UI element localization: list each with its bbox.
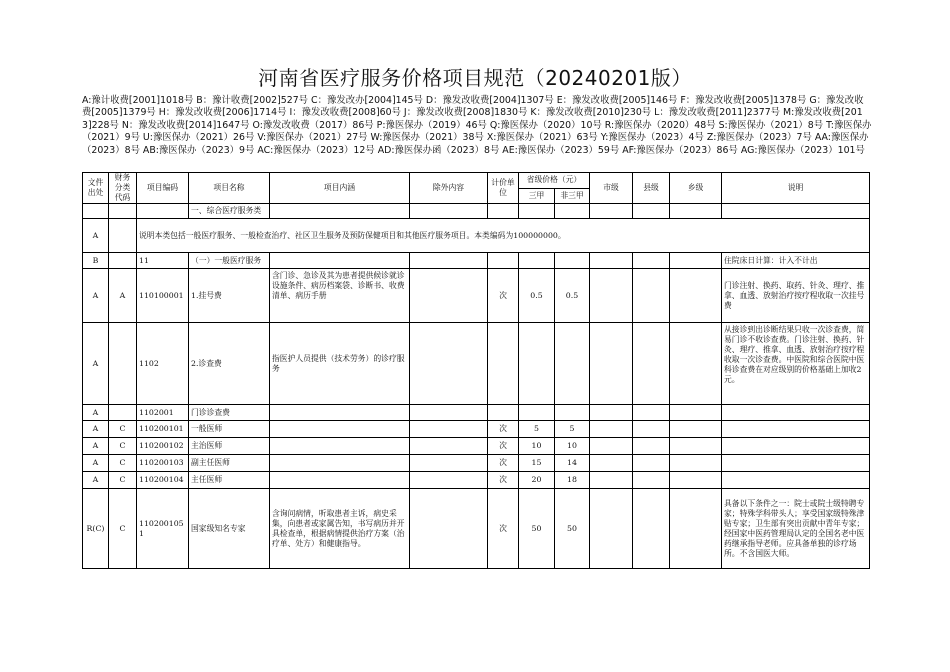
cell-township	[670, 269, 722, 323]
cell-city	[590, 204, 633, 219]
cell-item-code: 11	[137, 253, 189, 269]
cell-notes	[722, 438, 870, 455]
cell-item-name: 主治医师	[189, 438, 270, 455]
header-item-name: 项目名称	[189, 173, 270, 204]
cell-finance-code: A	[109, 269, 137, 323]
cell-category-description: 说明本类包括一般医疗服务、一般检查治疗、社区卫生服务及预防保健项目和其他医疗服务项目。本类编码为100000000。	[137, 219, 870, 253]
cell-content	[270, 438, 410, 455]
cell-price-non3a: 5	[555, 421, 590, 438]
header-non3a: 非三甲	[555, 188, 590, 204]
table-row	[83, 204, 870, 219]
cell-price-3a	[519, 204, 555, 219]
header-notes: 说明	[722, 173, 870, 204]
cell-city	[590, 269, 633, 323]
cell-unit: 次	[488, 438, 519, 455]
cell-source: A	[83, 421, 109, 438]
cell-price-3a: 0.5	[519, 269, 555, 323]
table-row	[83, 219, 870, 253]
cell-county	[633, 455, 670, 472]
cell-township	[670, 472, 722, 489]
cell-price-3a: 50	[519, 489, 555, 569]
cell-content	[270, 472, 410, 489]
cell-price-3a: 20	[519, 472, 555, 489]
cell-price-non3a	[555, 323, 590, 405]
cell-finance-code: C	[109, 421, 137, 438]
cell-city	[590, 472, 633, 489]
table-row	[83, 421, 870, 438]
cell-city	[590, 253, 633, 269]
header-content: 项目内涵	[270, 173, 410, 204]
table-row	[83, 455, 870, 472]
cell-unit: 次	[488, 421, 519, 438]
cell-township	[670, 323, 722, 405]
cell-price-non3a: 14	[555, 455, 590, 472]
cell-price-non3a	[555, 204, 590, 219]
cell-exclusions	[410, 405, 488, 421]
cell-item-name: 2.诊查费	[189, 323, 270, 405]
cell-city	[590, 421, 633, 438]
cell-finance-code: C	[109, 455, 137, 472]
cell-source: A	[83, 405, 109, 421]
cell-finance-code	[109, 204, 137, 219]
cell-source: A	[83, 269, 109, 323]
cell-source: R(C)	[83, 489, 109, 569]
cell-unit: 次	[488, 269, 519, 323]
cell-item-name: 一、综合医疗服务类	[189, 204, 270, 219]
cell-finance-code: C	[109, 489, 137, 569]
header-price-group: 省级价格（元）	[519, 173, 590, 189]
cell-source: A	[83, 323, 109, 405]
table-row	[83, 405, 870, 421]
header-exclusions: 除外内容	[410, 173, 488, 204]
cell-content	[270, 204, 410, 219]
cell-notes	[722, 455, 870, 472]
cell-county	[633, 489, 670, 569]
cell-item-name: 副主任医师	[189, 455, 270, 472]
header-item-code: 项目编码	[137, 173, 189, 204]
cell-item-code: 110200101	[137, 421, 189, 438]
header-finance-code: 财务分类代码	[109, 173, 137, 204]
cell-county	[633, 438, 670, 455]
header-county: 县级	[633, 173, 670, 204]
cell-content: 指医护人员提供（技术劳务）的诊疗服务	[270, 323, 410, 405]
table-row	[83, 269, 870, 323]
cell-unit	[488, 323, 519, 405]
cell-price-3a: 10	[519, 438, 555, 455]
cell-source	[83, 204, 109, 219]
cell-township	[670, 489, 722, 569]
price-table	[82, 172, 870, 569]
page-title: 河南省医疗服务价格项目规范（20240201版）	[258, 66, 692, 90]
cell-price-non3a: 0.5	[555, 269, 590, 323]
cell-content	[270, 405, 410, 421]
cell-unit	[488, 253, 519, 269]
cell-county	[633, 253, 670, 269]
cell-source: A	[83, 472, 109, 489]
cell-unit: 次	[488, 489, 519, 569]
cell-item-code	[137, 204, 189, 219]
header-unit: 计价单位	[488, 173, 519, 204]
cell-county	[633, 421, 670, 438]
cell-city	[590, 405, 633, 421]
cell-county	[633, 269, 670, 323]
cell-city	[590, 323, 633, 405]
cell-township	[670, 405, 722, 421]
cell-unit: 次	[488, 472, 519, 489]
cell-exclusions	[410, 455, 488, 472]
cell-source: B	[83, 253, 109, 269]
cell-township	[670, 204, 722, 219]
cell-notes	[722, 204, 870, 219]
table-row	[83, 438, 870, 455]
cell-item-code: 1102001051	[137, 489, 189, 569]
cell-price-non3a	[555, 253, 590, 269]
cell-city	[590, 438, 633, 455]
cell-township	[670, 253, 722, 269]
cell-content	[270, 253, 410, 269]
cell-exclusions	[410, 323, 488, 405]
cell-item-code: 1102001	[137, 405, 189, 421]
cell-county	[633, 472, 670, 489]
cell-finance-code	[109, 219, 137, 253]
cell-item-name: 门诊诊查费	[189, 405, 270, 421]
cell-content: 含门诊、急诊及其为患者提供候诊就诊设施条件、病历档案袋、诊断书、收费清单、病历手册	[270, 269, 410, 323]
cell-unit	[488, 204, 519, 219]
header-row	[83, 173, 870, 189]
cell-finance-code	[109, 253, 137, 269]
cell-county	[633, 405, 670, 421]
cell-notes: 具备以下条件之一：院士或院士级特聘专家；特殊学科带头人；享受国家级特殊津贴专家；卫生部有突出贡献中青年专家；经国家中医药管理局认定的全国名老中医药继承指导老师。应具备单独的诊疗场所。不含国医大师。	[722, 489, 870, 569]
cell-content	[270, 455, 410, 472]
header-grade3a: 三甲	[519, 188, 555, 204]
cell-exclusions	[410, 421, 488, 438]
cell-content: 含询问病情，听取患者主诉，病史采集，向患者或家属告知，书写病历并开具检查单，根据病情提供治疗方案（治疗单、处方）和健康指导。	[270, 489, 410, 569]
cell-township	[670, 438, 722, 455]
table-row	[83, 323, 870, 405]
cell-notes: 住院床日计算：计入不计出	[722, 253, 870, 269]
cell-finance-code: C	[109, 438, 137, 455]
cell-city	[590, 489, 633, 569]
header-township: 乡级	[670, 173, 722, 204]
cell-notes: 门诊注射、换药、取药、针灸、理疗、推拿、血透、放射治疗按疗程收取一次挂号费	[722, 269, 870, 323]
cell-price-non3a: 18	[555, 472, 590, 489]
cell-price-non3a: 10	[555, 438, 590, 455]
cell-price-non3a: 50	[555, 489, 590, 569]
cell-notes: 从接诊到出诊断结果只收一次诊查费，简易门诊不收诊查费。门诊注射、换药、针灸、理疗、推拿、血透、放射治疗按疗程收取一次诊查费。中医院和综合医院中医科诊查费在对应级别的价格基础上加收2元。	[722, 323, 870, 405]
cell-finance-code	[109, 323, 137, 405]
cell-item-name: 国家级知名专家	[189, 489, 270, 569]
header-source: 文件出处	[83, 173, 109, 204]
cell-content	[270, 421, 410, 438]
cell-item-name: 一般医师	[189, 421, 270, 438]
table-row	[83, 253, 870, 269]
cell-item-code: 110100001	[137, 269, 189, 323]
cell-price-non3a	[555, 405, 590, 421]
cell-source: A	[83, 455, 109, 472]
cell-item-name: 主任医师	[189, 472, 270, 489]
cell-exclusions	[410, 438, 488, 455]
table-row	[83, 489, 870, 569]
cell-township	[670, 455, 722, 472]
cell-unit: 次	[488, 455, 519, 472]
cell-exclusions	[410, 489, 488, 569]
cell-price-3a: 5	[519, 421, 555, 438]
cell-item-name: 1.挂号费	[189, 269, 270, 323]
cell-source: A	[83, 438, 109, 455]
cell-exclusions	[410, 269, 488, 323]
cell-item-code: 1102	[137, 323, 189, 405]
source-documents-list: A:豫计收费[2001]1018号 B：豫计收费[2002]527号 C：豫发改办[2004]145号 D：豫发改收费[2004]1307号 E：豫发改收费[2005]146号 F：豫发改收费[2005]1378号 G：豫发改收费[2005]1379号 H：豫发改收费[2006]1714号 I：豫发改收费[2008]60号 J：豫发改收费[2008]1830号 K：豫发改收费[2010]230号 L：豫发改收费[2011]2377号 M:豫发改收费[2013]228号 N：豫发改收费[2014]1647号 O:豫发改收费（2017）86号 P:豫医保办（2019）46号 Q:豫医保办（2020）10号 R:豫医保办（2020）48号 S:豫医保办（2021）8号 T:豫医保办（2021）9号 U:豫医保办（2021）26号 V:豫医保办（2021）27号 W:豫医保办（2021）38号 X:豫医保办（2021）63号 Y:豫医保办（2023）4号 Z:豫医保办（2023）7号 AA:豫医保办（2023）8号 AB:豫医保办（2023）9号 AC:豫医保办（2023）12号 AD:豫医保办函（2023）8号 AE:豫医保办（2023）59号 AF:豫医保办（2023）86号 AG:豫医保办（2023）101号	[82, 95, 872, 156]
cell-finance-code	[109, 405, 137, 421]
cell-exclusions	[410, 253, 488, 269]
cell-county	[633, 204, 670, 219]
cell-city	[590, 455, 633, 472]
cell-source: A	[83, 219, 109, 253]
cell-notes	[722, 472, 870, 489]
cell-exclusions	[410, 472, 488, 489]
cell-item-code: 110200104	[137, 472, 189, 489]
cell-county	[633, 323, 670, 405]
cell-price-3a	[519, 323, 555, 405]
cell-notes	[722, 405, 870, 421]
cell-finance-code: C	[109, 472, 137, 489]
cell-item-code: 110200103	[137, 455, 189, 472]
cell-item-name: （一）一般医疗服务	[189, 253, 270, 269]
header-city: 市级	[590, 173, 633, 204]
cell-item-code: 110200102	[137, 438, 189, 455]
cell-price-3a	[519, 253, 555, 269]
cell-unit	[488, 405, 519, 421]
cell-price-3a: 15	[519, 455, 555, 472]
cell-notes	[722, 421, 870, 438]
cell-township	[670, 421, 722, 438]
cell-price-3a	[519, 405, 555, 421]
cell-exclusions	[410, 204, 488, 219]
table-row	[83, 472, 870, 489]
